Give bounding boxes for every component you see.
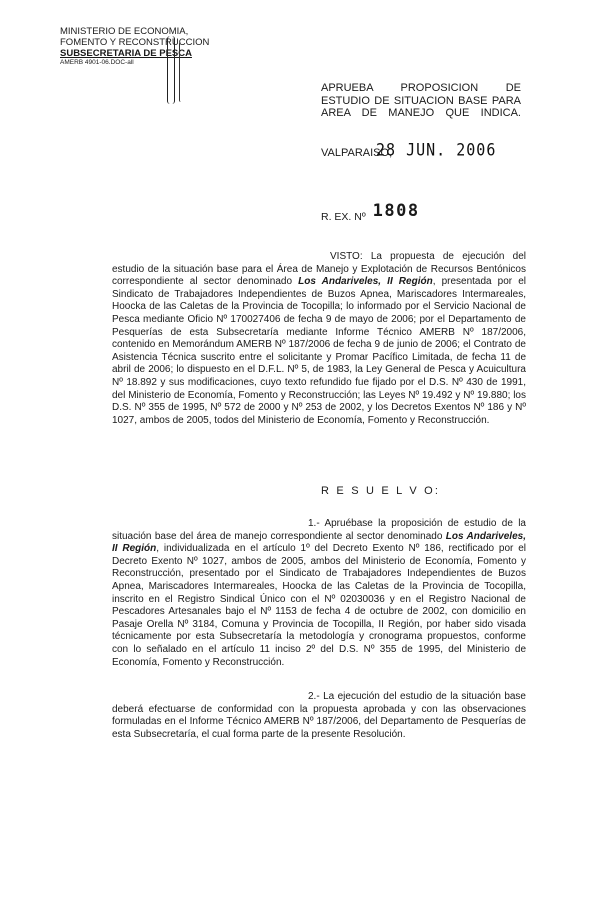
visto-text-a: La propuesta de ejecución del estudio de la situación base para el Área de Manejo y Explotación de Recursos Bentónicos correspondiente al sector denominado xyxy=(112,251,526,288)
letterhead-subsecretaria: SUBSECRETARIA DE PESCA xyxy=(60,48,192,59)
letterhead xyxy=(60,26,209,67)
handwritten-initials-mark-2 xyxy=(179,42,184,102)
letterhead-ministry-cont: FOMENTO Y RECONSTRUCCION xyxy=(60,37,210,48)
visto-paragraph xyxy=(112,251,526,427)
article-1-text-a: 1.- Apruébase la proposición de estudio de la situación base del área de manejo correspondiente al sector denominado xyxy=(112,518,526,542)
resolution-number-stamp: 1808 xyxy=(372,201,420,221)
document-title: APRUEBA PROPOSICION DE ESTUDIO DE SITUACION BASE PARA AREA DE MANEJO QUE INDICA. xyxy=(321,82,521,119)
place-label: VALPARAISO, xyxy=(321,147,393,159)
visto-text-b: , presentada por el Sindicato de Trabajadores Independientes de Buzos Apnea, Mariscadores Intermareales, Hoocka de las Caletas de la Provincia de Tocopilla; lo informado por el Servicio Nacional de Pesca mediante Oficio Nº 170027406 de fecha 9 de mayo de 2006; por el Departamento de Pesquerías de esta Subsecretaría mediante Informe Técnico AMERB Nº 187/2006, contenido en Memorándum AMERB Nº 187/2006 de fecha 9 de junio de 2006; el Contrato de Asistencia Técnica suscrito entre el solicitante y Promar Pacífico Limitada, de fecha 11 de abril de 2006; lo dispuesto en el D.F.L. Nº 5, de 1983, la Ley General de Pesca y Acuicultura Nº 18.892 y sus modificaciones, cuyo texto refundido fue fijado por el D.S. Nº 430 de 1991, del Ministerio de Economía, Fomento y Reconstrucción; las Leyes Nº 19.492 y Nº 19.880; los D.S. Nº 355 de 1995, Nº 572 de 2000 y Nº 253 de 2002, y los Decretos Exentos Nº 186 y Nº 1027, ambos de 2005, todos del Ministerio de Economía, Fomento y Reconstrucción. xyxy=(112,276,527,426)
letterhead-file-ref: AMERB 4901-06.DOC-all xyxy=(60,59,134,66)
article-1-text-b: , individualizada en el artículo 1º del Decreto Exento Nº 186, rectificado por el Decreto Exento Nº 1027, ambos de 2005, ambos del Ministerio de Economía, Fomento y Reconstrucción, presentado por el Sindicato de Trabajadores Independientes de Buzos Apnea, Mariscadores Intermareales, Hoocka de las Caletas de la Provincia de Tocopilla, inscrito en el Registro Sindical Único con el Nº 02030036 y en el Registro Nacional de Pescadores Artesanales bajo el Nº 1153 de fecha 4 de octubre de 2002, con domicilio en Pasaje Orella Nº 3184, Comuna y Provincia de Tocopilla, II Región, por haber sido visada técnicamente por esta Subsecretaría la metodología y cronograma propuestos, conforme con lo señalado en el artículo 11 inciso 2º del D.S. Nº 355 de 1995, del Ministerio de Economía, Fomento y Reconstrucción. xyxy=(112,543,526,668)
resuelvo-heading: R E S U E L V O: xyxy=(321,485,441,497)
resolution-prefix: R. EX. Nº xyxy=(321,211,366,223)
visto-lead: VISTO: xyxy=(330,251,363,262)
date-stamp: 28 JUN. 2006 xyxy=(376,139,497,161)
article-2-paragraph xyxy=(112,691,526,741)
handwritten-initials-mark xyxy=(167,36,175,104)
article-1-sector-name: Los Andariveles, II Región xyxy=(112,530,526,555)
article-1-paragraph xyxy=(112,518,526,669)
article-2-text: 2.- La ejecución del estudio de la situación base deberá efectuarse de conformidad con la propuesta aprobada y con las observaciones formuladas en el Informe Técnico AMERB Nº 187/2006, del Departamento de Pesquerías de esta Subsecretaría, el cual forma parte de la presente Resolución. xyxy=(112,691,526,740)
letterhead-ministry: MINISTERIO DE ECONOMIA, xyxy=(60,26,189,37)
visto-sector-name: Los Andariveles, II Región xyxy=(298,276,433,288)
resolution-number-line xyxy=(321,201,420,225)
